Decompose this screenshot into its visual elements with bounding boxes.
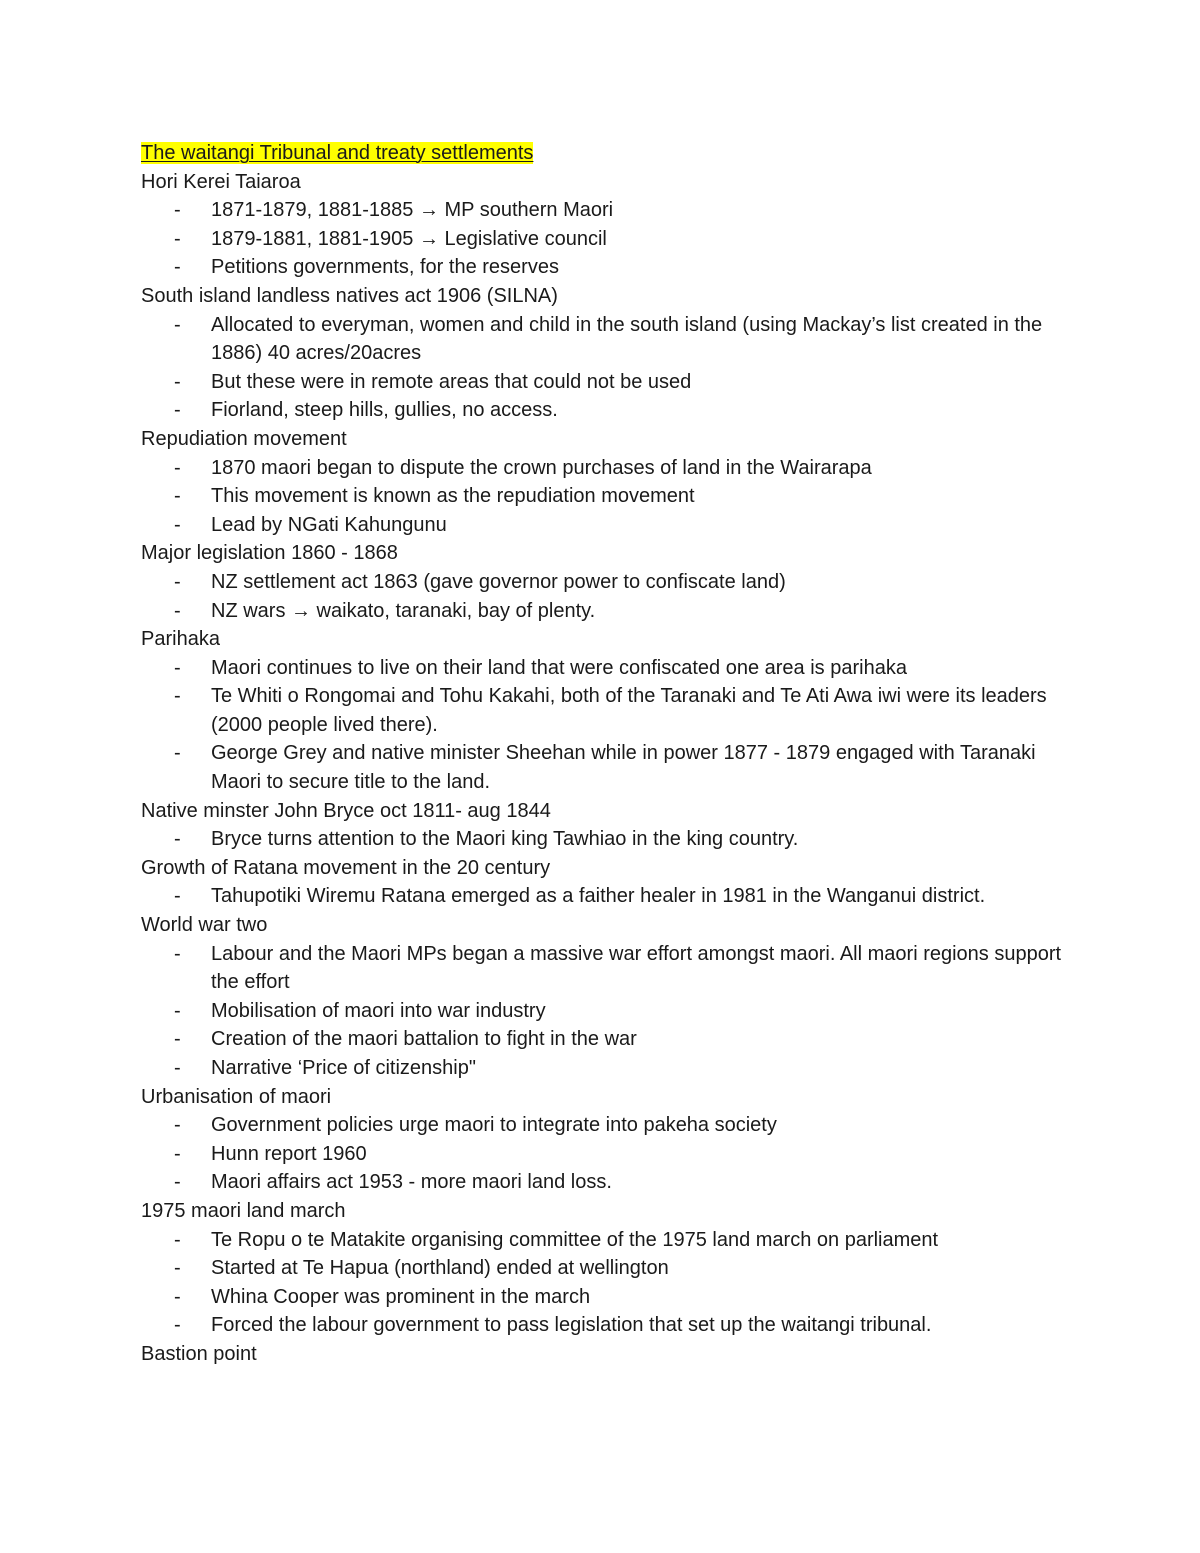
bullet-list: [141, 654, 1081, 797]
bullet-text: NZ settlement act 1863 (gave governor power to confiscate land): [211, 570, 786, 593]
section: [141, 797, 1081, 854]
bullet-text: Forced the labour government to pass legislation that set up the waitangi tribunal.: [211, 1314, 932, 1337]
bullet-item: [141, 511, 1081, 540]
bullet-text: Fiorland, steep hills, gullies, no access.: [211, 399, 558, 422]
section: [141, 1083, 1081, 1197]
section: [141, 625, 1081, 797]
bullet-dash: -: [174, 399, 181, 422]
section: [141, 425, 1081, 539]
bullet-list: [141, 311, 1081, 425]
bullet-dash: -: [174, 685, 181, 708]
bullet-dash: -: [174, 1142, 181, 1165]
bullet-item: [141, 1283, 1081, 1312]
section-heading: Native minster John Bryce oct 1811- aug 1844: [141, 799, 551, 822]
bullet-dash: -: [174, 1314, 181, 1337]
bullet-dash: -: [174, 599, 181, 622]
bullet-item: [141, 568, 1081, 597]
bullet-item: [141, 225, 1081, 254]
bullet-dash: -: [174, 828, 181, 851]
bullet-text: 1871-1879, 1881-1885 → MP southern Maori: [211, 199, 614, 222]
bullet-item: [141, 196, 1081, 225]
section-heading: Parihaka: [141, 628, 220, 651]
section: [141, 282, 1081, 425]
bullet-dash: -: [174, 485, 181, 508]
bullet-text: NZ wars → waikato, taranaki, bay of plenty.: [211, 599, 596, 622]
bullet-dash: -: [174, 199, 181, 222]
section-heading: Urbanisation of maori: [141, 1085, 332, 1108]
bullet-dash: -: [174, 256, 181, 279]
bullet-item: [141, 368, 1081, 397]
bullet-text: Started at Te Hapua (northland) ended at wellington: [211, 1257, 669, 1280]
section: [141, 854, 1081, 911]
bullet-dash: -: [174, 456, 181, 479]
bullet-item: [141, 1111, 1081, 1140]
bullet-text: Labour and the Maori MPs began a massive war effort amongst maori. All maori regions support the effort: [211, 942, 1062, 994]
section: [141, 539, 1081, 625]
document-title: The waitangi Tribunal and treaty settlements: [141, 142, 534, 164]
bullet-item: [141, 597, 1081, 626]
section-heading: Major legislation 1860 - 1868: [141, 542, 398, 565]
section: [141, 911, 1081, 1083]
bullet-list: [141, 882, 1081, 911]
bullet-item: [141, 396, 1081, 425]
bullet-text: Maori affairs act 1953 - more maori land loss.: [211, 1171, 612, 1194]
section: [141, 1340, 1081, 1369]
section-heading: 1975 maori land march: [141, 1199, 346, 1222]
bullet-text: Lead by NGati Kahungunu: [211, 513, 447, 536]
bullet-dash: -: [174, 227, 181, 250]
bullet-item: [141, 454, 1081, 483]
section-heading: Bastion point: [141, 1342, 257, 1365]
bullet-item: [141, 825, 1081, 854]
bullet-dash: -: [174, 1257, 181, 1280]
bullet-text: Whina Cooper was prominent in the march: [211, 1285, 591, 1308]
bullet-dash: -: [174, 742, 181, 765]
bullet-dash: -: [174, 570, 181, 593]
bullet-item: [141, 253, 1081, 282]
bullet-dash: -: [174, 656, 181, 679]
bullet-list: [141, 1111, 1081, 1197]
section: [141, 168, 1081, 282]
section-heading: Hori Kerei Taiaroa: [141, 170, 301, 193]
document-page: [141, 139, 1081, 1369]
bullet-text: Te Whiti o Rongomai and Tohu Kakahi, both of the Taranaki and Te Ati Awa iwi were its leaders (2000 people lived there).: [211, 685, 1047, 736]
document-title-line: [141, 139, 1081, 168]
section-heading: Repudiation movement: [141, 427, 347, 450]
bullet-dash: -: [174, 513, 181, 536]
bullet-list: [141, 940, 1081, 1083]
bullet-text: Narrative ‘Price of citizenship": [211, 1057, 476, 1079]
bullet-text: Tahupotiki Wiremu Ratana emerged as a faither healer in 1981 in the Wanganui district.: [211, 885, 986, 908]
bullet-dash: -: [174, 1057, 181, 1079]
bullet-item: [141, 1054, 1081, 1083]
bullet-text: Mobilisation of maori into war industry: [211, 999, 546, 1022]
bullet-item: [141, 882, 1081, 911]
bullet-text: 1870 maori began to dispute the crown purchases of land in the Wairarapa: [211, 456, 872, 479]
bullet-list: [141, 454, 1081, 540]
bullet-item: [141, 482, 1081, 511]
bullet-text: Petitions governments, for the reserves: [211, 256, 559, 279]
bullet-text: Maori continues to live on their land that were confiscated one area is parihaka: [211, 656, 907, 679]
bullet-item: [141, 1025, 1081, 1054]
bullet-dash: -: [174, 1171, 181, 1194]
bullet-text: Bryce turns attention to the Maori king Tawhiao in the king country.: [211, 828, 799, 851]
bullet-item: [141, 654, 1081, 683]
bullet-dash: -: [174, 1114, 181, 1137]
bullet-item: [141, 1140, 1081, 1169]
bullet-dash: -: [174, 1028, 181, 1051]
bullet-dash: -: [174, 1285, 181, 1308]
bullet-dash: -: [174, 370, 181, 393]
bullet-text: Creation of the maori battalion to fight in the war: [211, 1028, 637, 1051]
bullet-item: [141, 739, 1081, 796]
bullet-text: Hunn report 1960: [211, 1142, 367, 1165]
bullet-item: [141, 1168, 1081, 1197]
bullet-list: [141, 568, 1081, 625]
bullet-list: [141, 196, 1081, 282]
bullet-text: Government policies urge maori to integrate into pakeha society: [211, 1114, 777, 1137]
bullet-text: George Grey and native minister Sheehan while in power 1877 - 1879 engaged with Taranaki Maori to secure title to the land.: [211, 742, 1036, 794]
bullet-dash: -: [174, 313, 181, 336]
bullet-dash: -: [174, 942, 181, 965]
section: [141, 1197, 1081, 1340]
bullet-dash: -: [174, 1228, 181, 1251]
bullet-item: [141, 1311, 1081, 1340]
bullet-text: This movement is known as the repudiation movement: [211, 485, 695, 508]
bullet-item: [141, 997, 1081, 1026]
bullet-item: [141, 1226, 1081, 1255]
notes-sections: [141, 168, 1081, 1369]
bullet-text: Te Ropu o te Matakite organising committee of the 1975 land march on parliament: [211, 1228, 939, 1251]
bullet-item: [141, 682, 1081, 739]
section-heading: World war two: [141, 914, 268, 937]
bullet-text: But these were in remote areas that could not be used: [211, 370, 692, 393]
bullet-item: [141, 311, 1081, 368]
bullet-text: Allocated to everyman, women and child in the south island (using Mackay’s list created in the 1886) 40 acres/20acres: [211, 313, 1043, 365]
section-heading: South island landless natives act 1906 (SILNA): [141, 284, 558, 307]
bullet-dash: -: [174, 885, 181, 908]
bullet-item: [141, 940, 1081, 997]
bullet-text: 1879-1881, 1881-1905 → Legislative council: [211, 227, 607, 250]
bullet-list: [141, 1226, 1081, 1340]
bullet-dash: -: [174, 999, 181, 1022]
bullet-item: [141, 1254, 1081, 1283]
section-heading: Growth of Ratana movement in the 20 century: [141, 856, 551, 879]
bullet-list: [141, 825, 1081, 854]
